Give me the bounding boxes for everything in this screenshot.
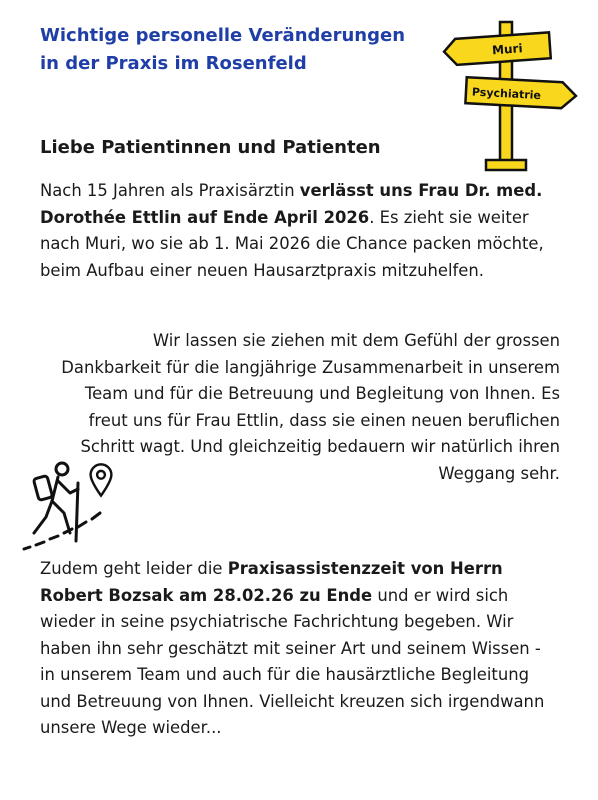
page-title (40, 22, 420, 78)
sign-psychiatrie: Psychiatrie (471, 85, 542, 103)
signpost-icon (432, 18, 582, 176)
title-line-1: Wichtige personelle Veränderungen (40, 25, 406, 46)
paragraph-ettlin: Nach 15 Jahren als Praxisärztin verlässt uns Frau Dr. med. Dorothée Ettlin auf Ende April 2026. Es zieht sie weiter nach Muri, wo sie ab 1. Mai 2026 die Chance packen möchte, beim Aufbau einer neuen Hausarztpraxis mitzuhelfen. (40, 181, 544, 280)
greeting-heading: Liebe Patientinnen und Patienten (40, 137, 381, 158)
title-line-2: in der Praxis im Rosenfeld (40, 53, 307, 74)
location-pin-icon (88, 462, 114, 498)
paragraph-thanks: Wir lassen sie ziehen mit dem Gefühl der grossen Dankbarkeit für die langjährige Zusammenarbeit in unserem Team und für die Betreuung und Begleitung von Ihnen. Es freut uns für Frau Ettlin, dass sie einen neuen beruflichen Schritt wagt. Und gleichzeitig bedauern wir natürlich ihren Weggang sehr. (61, 331, 560, 483)
paragraph-bozsak: Zudem geht leider die Praxisassistenzzeit von Herrn Robert Bozsak am 28.02.26 zu Ende und er wird sich wieder in seine psychiatrische Fachrichtung begeben. Wir haben ihn sehr geschätzt mit seiner Art und seinem Wissen - in unserem Team und auch für die hausärztliche Begleitung und Betreuung von Ihnen. Vielleicht kreuzen sich irgendwann unsere Wege wieder... (40, 559, 545, 737)
sign-muri: Muri (491, 41, 524, 58)
